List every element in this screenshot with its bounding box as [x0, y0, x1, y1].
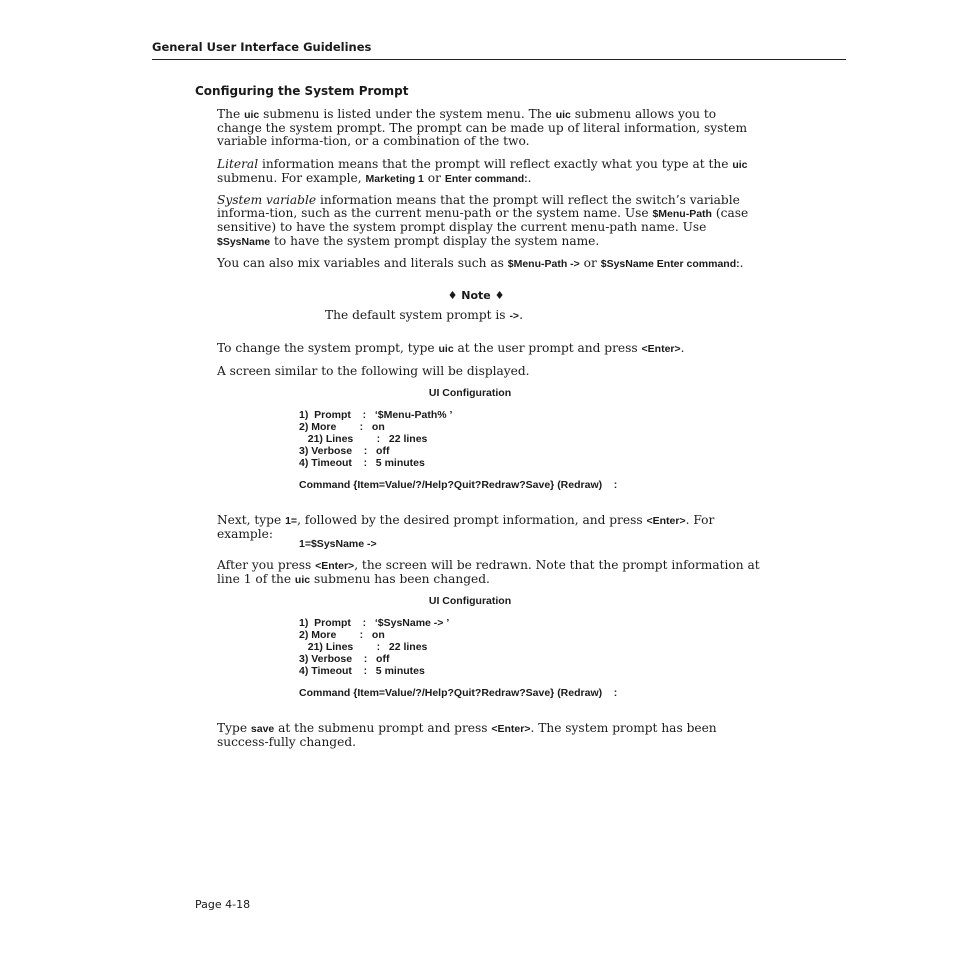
header-rule: [152, 59, 846, 60]
code-example: Enter command:: [444, 173, 528, 186]
paragraph-save: [217, 722, 762, 749]
code-uic: uic: [555, 109, 571, 121]
text: The default system prompt is: [325, 308, 510, 322]
code-save: save: [250, 723, 275, 735]
text: or: [423, 171, 445, 186]
note-body: [325, 308, 523, 322]
code-enter: <Enter>: [641, 343, 681, 355]
text: submenu has been changed.: [310, 572, 490, 587]
code-uic: uic: [732, 159, 748, 171]
screen-command-line: Command {Item=Value/?/Help?Quit?Redraw?Save} (Redraw) :: [299, 687, 618, 699]
text: (case sensitive) to have the system prompt display the current menu-path name. Use: [217, 206, 749, 235]
text: . For example:: [217, 513, 715, 542]
term-system-variable: System variable: [217, 193, 317, 207]
page-number: Page 4-18: [195, 898, 251, 911]
text: submenu. For example,: [217, 171, 366, 186]
text: to have the system prompt display the system name.: [270, 233, 600, 248]
text: Type: [217, 721, 251, 735]
paragraph-screen-intro: [217, 365, 762, 378]
code-default-prompt: ->: [509, 310, 520, 322]
text: information means that the prompt will reflect exactly what you type at the: [258, 157, 733, 171]
screen-title: UI Configuration: [428, 387, 512, 399]
text: submenu is listed under the system menu. The: [259, 107, 556, 121]
code-menu-path: $Menu-Path: [652, 208, 712, 221]
code-example: $SysName Enter command:: [600, 258, 740, 270]
text: information means that the prompt will reflect the switch’s variable informa-tion, such as the current menu-path or the system name. Use: [217, 193, 740, 221]
paragraph-literal: [217, 158, 762, 186]
text: submenu allows you to change the system prompt. The prompt can be made up of literal information, system variable informa-tion, or a combination of the two.: [217, 107, 748, 149]
paragraph-change-prompt: [217, 342, 762, 356]
screen-row-prompt: 1) Prompt : ‘$Menu-Path% ’: [299, 409, 453, 421]
screen-row-lines: 21) Lines : 22 lines: [299, 433, 428, 445]
text: After you press: [217, 558, 316, 572]
note-title-text: ♦ Note ♦: [447, 289, 505, 302]
screen-command-line: Command {Item=Value/?/Help?Quit?Redraw?Save} (Redraw) :: [299, 479, 618, 491]
text: Next, type: [217, 513, 286, 527]
code-example: $Menu-Path ->: [507, 258, 580, 270]
text: A screen similar to the following will be displayed.: [217, 364, 530, 378]
screen-row-lines: 21) Lines : 22 lines: [299, 641, 428, 653]
code-example: Marketing 1: [365, 173, 424, 186]
text: .: [680, 341, 685, 355]
code-uic: uic: [244, 109, 260, 121]
screen-example-1: [0, 387, 954, 497]
paragraph-redrawn: [217, 559, 762, 587]
text: To change the system prompt, type: [217, 341, 439, 355]
screen-row-timeout: 4) Timeout : 5 minutes: [299, 665, 425, 677]
text: at the submenu prompt and press: [274, 721, 492, 735]
code-uic: uic: [294, 574, 311, 587]
text: . The system prompt has been success-fully changed.: [217, 721, 717, 750]
code-uic: uic: [438, 343, 454, 355]
screen-example-2: [0, 595, 954, 705]
running-header: General User Interface Guidelines: [152, 40, 372, 54]
text: at the user prompt and press: [453, 341, 642, 355]
screen-row-verbose: 3) Verbose : off: [299, 653, 390, 665]
note-heading: [0, 289, 954, 302]
text: , the screen will be redrawn. Note that the prompt information at line 1 of the: [217, 558, 760, 587]
section-title: Configuring the System Prompt: [195, 84, 409, 98]
text: .: [519, 308, 523, 322]
text: .: [739, 256, 744, 270]
term-literal: Literal: [217, 157, 259, 171]
text: The: [217, 107, 245, 121]
screen-row-verbose: 3) Verbose : off: [299, 445, 390, 457]
paragraph-mix: [217, 257, 762, 271]
screen-row-more: 2) More : on: [299, 629, 385, 641]
screen-title: UI Configuration: [428, 595, 512, 607]
screen-row-more: 2) More : on: [299, 421, 385, 433]
code-enter: <Enter>: [315, 560, 355, 572]
text: You can also mix variables and literals such as: [217, 256, 508, 270]
text: , followed by the desired prompt information, and press: [297, 513, 647, 527]
text: or: [579, 256, 601, 270]
screen-row-timeout: 4) Timeout : 5 minutes: [299, 457, 425, 469]
code-enter: <Enter>: [646, 515, 686, 527]
code-assign: 1=: [285, 515, 298, 527]
paragraph-intro: [217, 108, 762, 149]
paragraph-system-variable: [217, 194, 762, 249]
example-command: 1=$SysName ->: [299, 538, 377, 550]
screen-row-prompt: 1) Prompt : ‘$SysName -> ’: [299, 617, 450, 629]
code-sysname: $SysName: [217, 235, 271, 248]
text: .: [527, 171, 532, 186]
code-enter: <Enter>: [491, 723, 531, 735]
